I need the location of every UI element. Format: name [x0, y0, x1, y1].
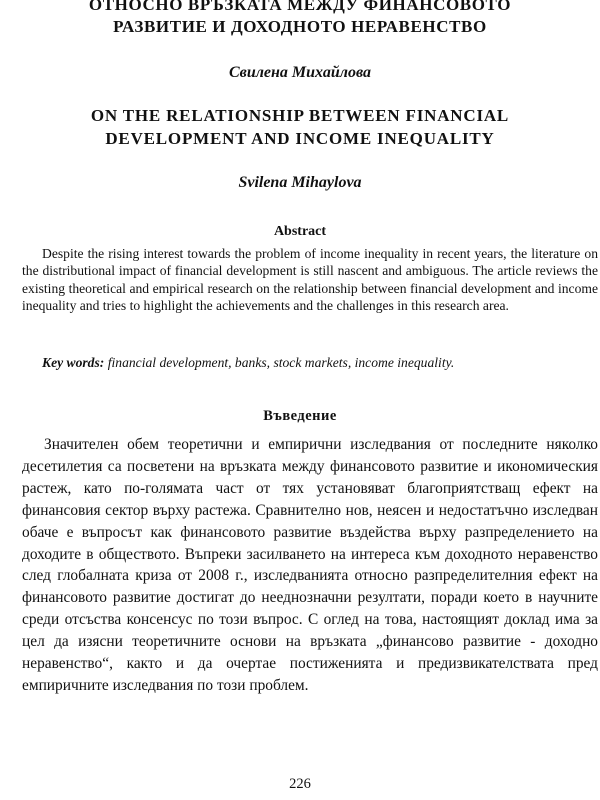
abstract-heading: Abstract [273, 224, 327, 239]
abstract-text: Despite the rising interest towards the problem of income inequality in recent years, the literature on the distributional impact of financial development is still nascent and ambiguous. The article reviews the existing theoretical and empirical research on the relationship between financial development and income inequality and tries to highlight the achievements and the challenges in this research area. [22, 246, 598, 314]
author-bulgarian: Свилена Михайлова [229, 64, 371, 81]
introduction-text: Значителен обем теоретични и емпирични изследвания от последните няколко десетилетия са посветени на връзката между финансовото развитие и икономическия растеж, като по-голямата част от тях установяват благоприятстващ ефект на финансовия сектор върху растежа. Сравнително нов, неясен и недостатъчно изследван обаче е въпросът как финансовото развитие въздейства върху разпределението на доходите в обществото. Въпреки засилването на интереса към доходното неравенство след глобалната криза от 2008 г., изследванията относно разпределителния ефект на финансовото развитие достигат до нееднозначни резултати, поради което в научните среди отсъства консенсус по този въпрос. С оглед на това, настоящият доклад има за цел да изясни теоретичните основи на връзката „финансово развитие - доходно неравенство“, както и да очертае постиженията и предизвикателствата пред емпиричните изследвания по този проблем. [22, 436, 598, 694]
keywords-line [42, 355, 598, 371]
author-english: Svilena Mihaylova [238, 174, 362, 191]
keywords-label: Key words: [42, 355, 105, 370]
keywords-text: financial development, banks, stock markets, income inequality. [107, 355, 455, 370]
introduction-heading: Въведение [263, 408, 337, 424]
title-english: ON THE RELATIONSHIP BETWEEN FINANCIAL DEVELOPMENT AND INCOME INEQUALITY [90, 106, 510, 148]
page-number: 226 [289, 776, 311, 792]
title-bulgarian: ОТНОСНО ВРЪЗКАТА МЕЖДУ ФИНАНСОВОТО РАЗВИТИЕ И ДОХОДНОТО НЕРАВЕНСТВО [88, 0, 512, 36]
